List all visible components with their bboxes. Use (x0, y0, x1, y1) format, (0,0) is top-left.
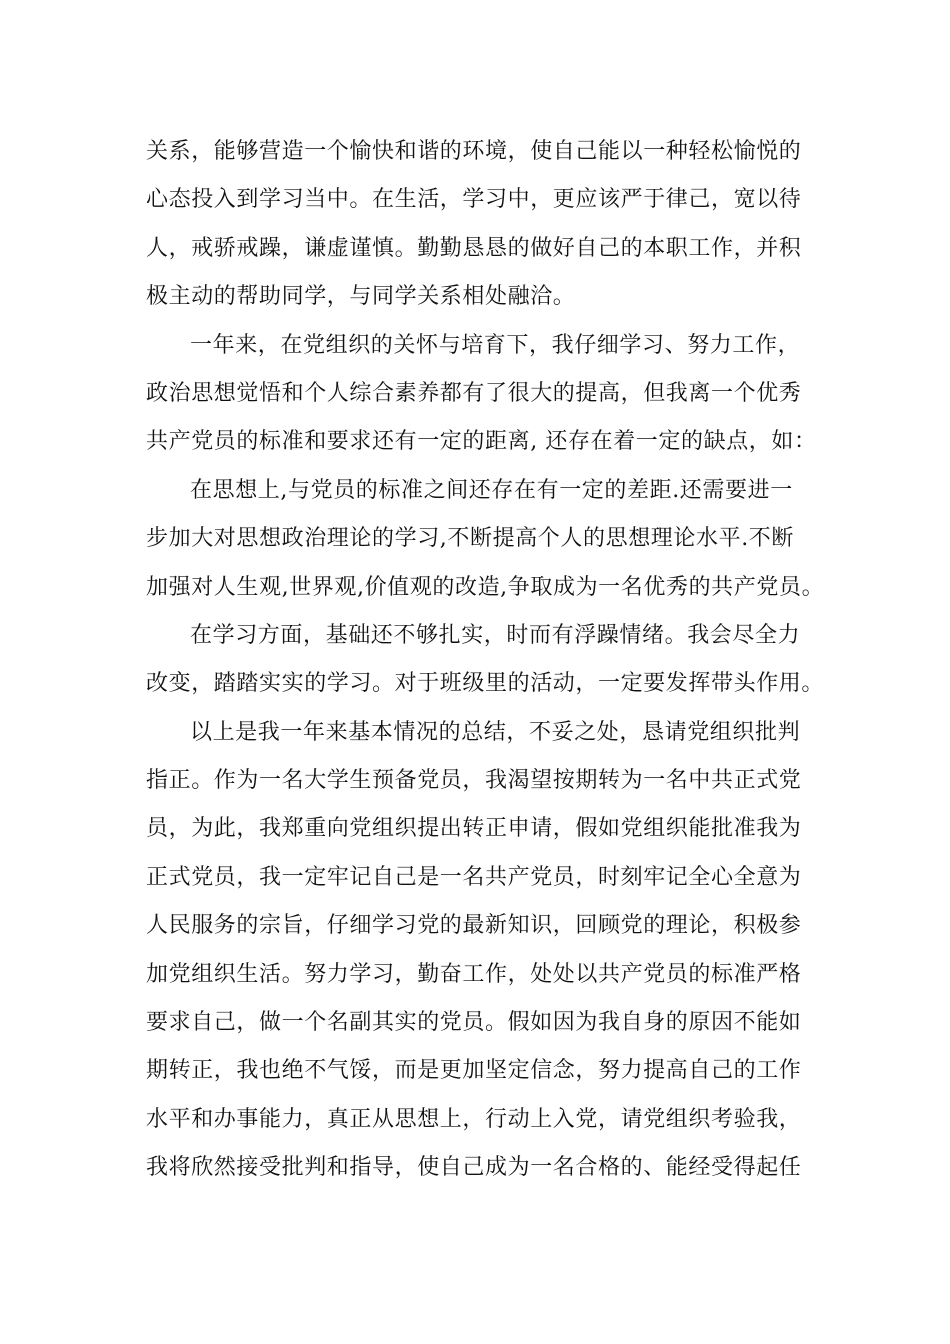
text-line: 在学习方面，基础还不够扎实，时而有浮躁情绪。我会尽全力 (190, 622, 801, 648)
text-line: 步加大对思想政治理论的学习,不断提高个人的思想理论水平.不断 (146, 526, 794, 552)
text-line: 加强对人生观,世界观,价值观的改造,争取成为一名优秀的共产党员。 (146, 574, 825, 600)
text-line: 关系，能够营造一个愉快和谐的环境，使自己能以一种轻松愉悦的 (146, 139, 802, 164)
text-line: 一年来，在党组织的关怀与培育下，我仔细学习、努力工作， (190, 332, 801, 358)
text-line: 人民服务的宗旨，仔细学习党的最新知识，回顾党的理论，积极参 (146, 913, 802, 939)
text-line: 指正。作为一名大学生预备党员，我渴望按期转为一名中共正式党 (146, 768, 802, 794)
text-line: 心态投入到学习当中。在生活，学习中，更应该严于律己，宽以待 (146, 187, 802, 213)
text-line: 在思想上,与党员的标准之间还存在有一定的差距.还需要进一 (190, 477, 793, 503)
text-line: 以上是我一年来基本情况的总结，不妥之处，恳请党组织批判 (190, 719, 801, 745)
text-line: 正式党员，我一定牢记自己是一名共产党员，时刻牢记全心全意为 (146, 864, 802, 890)
text-line: 员，为此，我郑重向党组织提出转正申请，假如党组织能批准我为 (146, 816, 802, 842)
text-line: 人，戒骄戒躁，谦虚谨慎。勤勤恳恳的做好自己的本职工作，并积 (146, 235, 802, 261)
text-line: 改变，踏踏实实的学习。对于班级里的活动，一定要发挥带头作用。 (146, 671, 825, 697)
text-line: 我将欣然接受批判和指导，使自己成为一名合格的、能经受得起任 (146, 1155, 802, 1181)
document-body (146, 128, 825, 1193)
text-line: 极主动的帮助同学，与同学关系相处融洽。 (146, 284, 576, 310)
text-line: 共产党员的标准和要求还有一定的距离, 还存在着一定的缺点，如： (146, 429, 817, 455)
text-line: 水平和办事能力，真正从思想上，行动上入党，请党组织考验我， (146, 1106, 802, 1132)
text-line: 期转正，我也绝不气馁，而是更加坚定信念，努力提高自己的工作 (146, 1058, 802, 1084)
text-line: 政治思想觉悟和个人综合素养都有了很大的提高，但我离一个优秀 (146, 380, 802, 406)
text-line: 要求自己，做一个名副其实的党员。假如因为我自身的原因不能如 (146, 1010, 802, 1036)
text-line: 加党组织生活。努力学习，勤奋工作，处处以共产党员的标准严格 (146, 961, 802, 987)
